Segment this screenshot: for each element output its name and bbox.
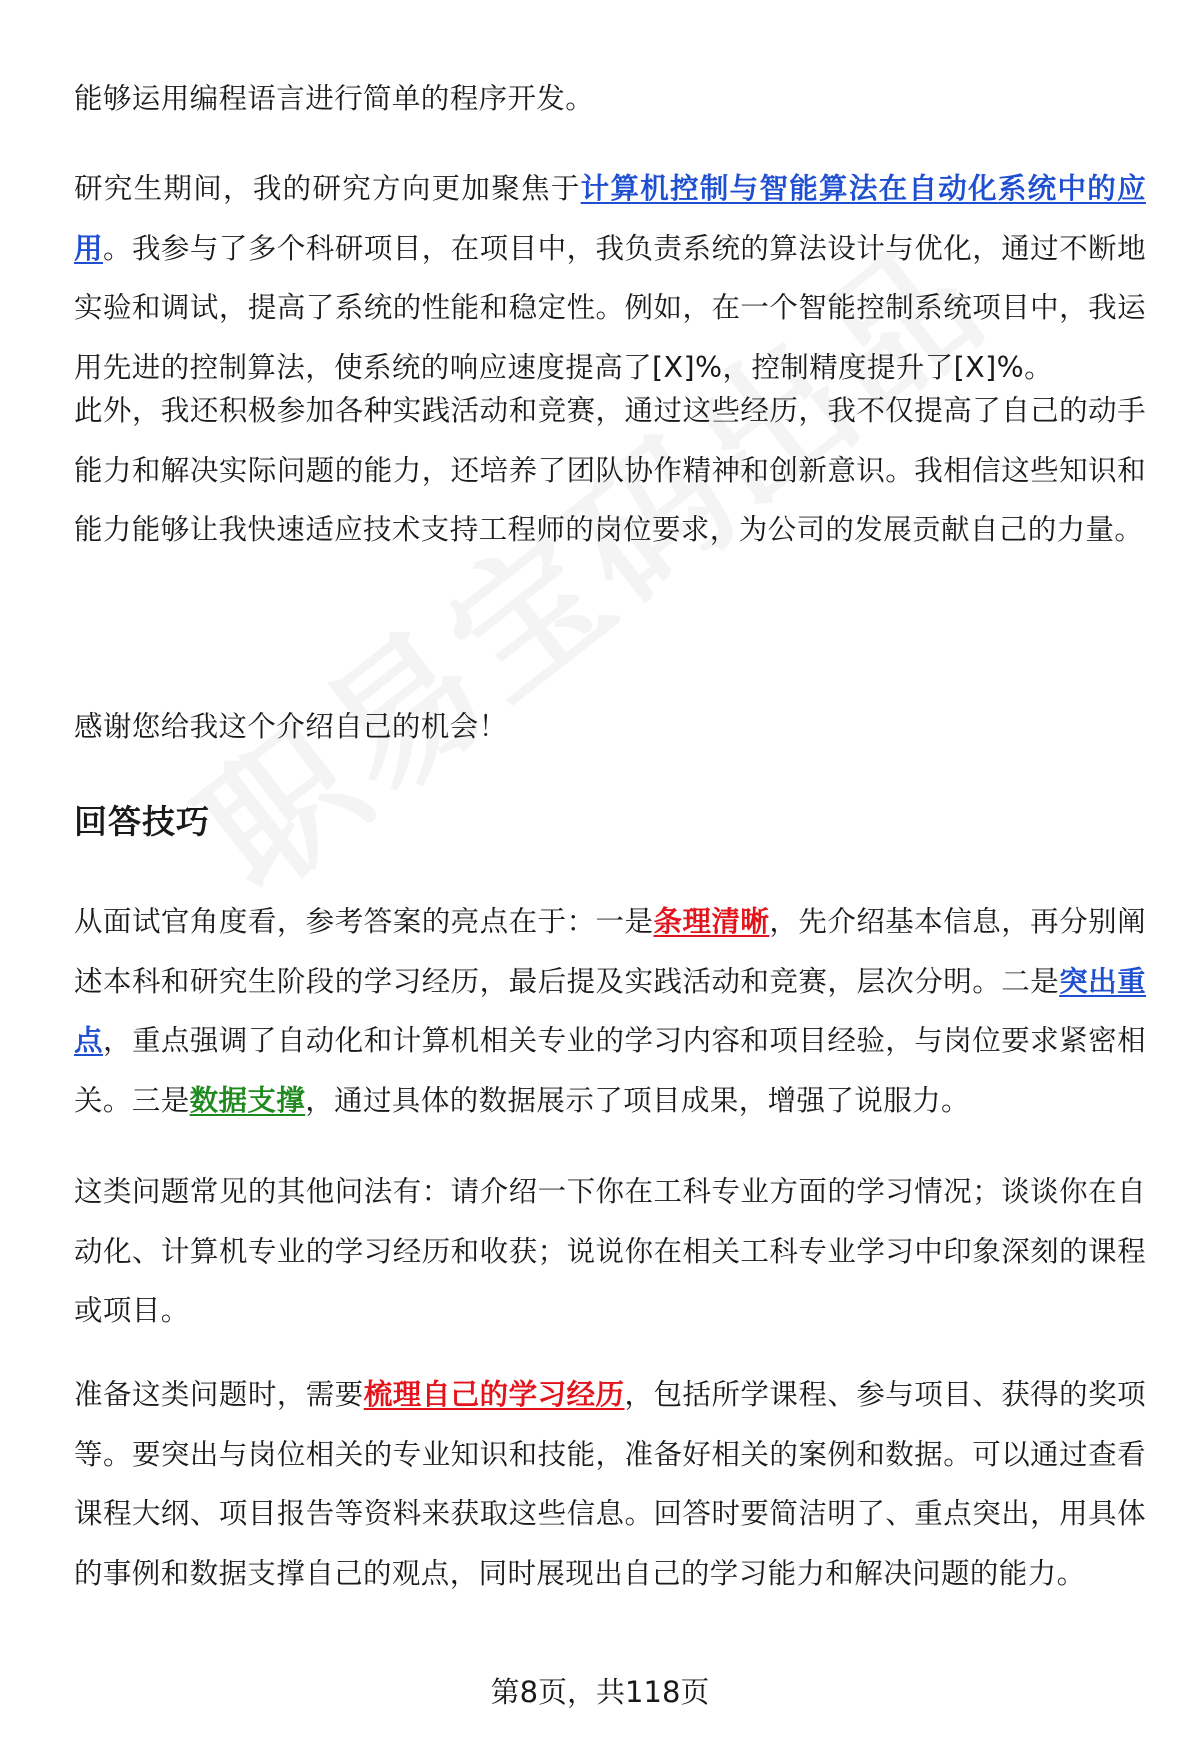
highlight-research-direction: 计算机控制与智能算法在自动化系统中的应用 <box>74 172 1146 265</box>
text-segment: 准备这类问题时，需要 <box>74 1378 364 1411</box>
text-segment: ，重点强调了自动化和计算机相关专业的学习内容和项目经验，与岗位要求紧密相关。三是 <box>74 1024 1146 1117</box>
highlight-key-points: 突出重点 <box>74 964 1146 1057</box>
text-segment: ，先介绍基本信息，再分别阐述本科和研究生阶段的学习经历，最后提及实践活动和竞赛，层次分明。二是 <box>74 905 1146 998</box>
paragraph-intro-end: 能够运用编程语言进行简单的程序开发。 <box>74 82 595 115</box>
text-segment: 从面试官角度看，参考答案的亮点在于：一是 <box>74 905 654 938</box>
paragraph-thanks: 感谢您给我这个介绍自己的机会！ <box>74 710 508 743</box>
text-segment: 。我参与了多个科研项目，在项目中，我负责系统的算法设计与优化，通过不断地实验和调试，提高了系统的性能和稳定性。例如，在一个智能控制系统项目中，我运用先进的控制算法，使系统的响应速度提高了[X]%，控制精度提升了[X]%。 <box>74 231 1146 384</box>
paragraph-practice-activities: 此外，我还积极参加各种实践活动和竞赛，通过这些经历，我不仅提高了自己的动手能力和解决实际问题的能力，还培养了团队协作精神和创新意识。我相信这些知识和能力能够让我快速适应技术支持工程师的岗位要求，为公司的发展贡献自己的力量。 <box>74 394 1146 546</box>
highlight-clear-structure: 条理清晰 <box>653 905 770 938</box>
text-segment: ，通过具体的数据展示了项目成果，增强了说服力。 <box>305 1083 970 1117</box>
paragraph-graduate-research <box>74 159 1146 397</box>
text-segment: 研究生期间，我的研究方向更加聚焦于 <box>74 172 581 205</box>
page-number: 第8页，共118页 <box>490 1675 710 1709</box>
paragraph-interviewer-view <box>74 892 1146 1130</box>
highlight-data-support: 数据支撑 <box>189 1083 306 1117</box>
section-heading: 回答技巧 <box>74 802 210 841</box>
paragraph-alternative-questions: 这类问题常见的其他问法有：请介绍一下你在工科专业方面的学习情况；谈谈你在自动化、计算机专业的学习经历和收获；说说你在相关工科专业学习中印象深刻的课程或项目。 <box>74 1175 1146 1327</box>
text-segment: ，包括所学课程、参与项目、获得的奖项等。要突出与岗位相关的专业知识和技能，准备好相关的案例和数据。可以通过查看课程大纲、项目报告等资料来获取这些信息。回答时要简洁明了、重点突出，用具体的事例和数据支撑自己的观点，同时展现出自己的学习能力和解决问题的能力。 <box>74 1378 1146 1590</box>
paragraph-preparation <box>74 1365 1146 1603</box>
highlight-sort-experience: 梳理自己的学习经历 <box>363 1378 625 1411</box>
